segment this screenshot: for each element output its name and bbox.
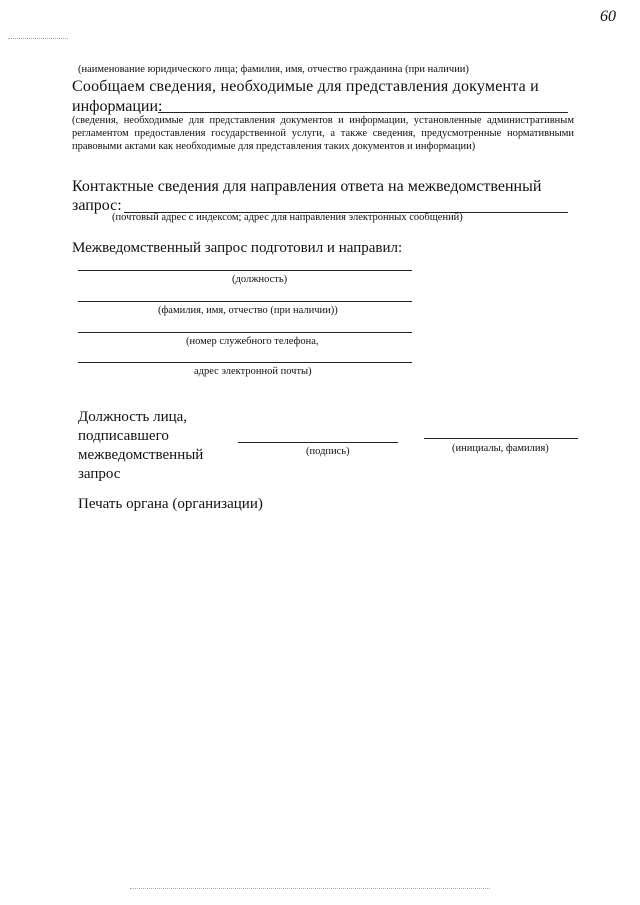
contact-label: запрос: <box>72 197 122 214</box>
fullname-line <box>78 301 412 302</box>
phone-line <box>78 332 412 333</box>
signer-label-line: межведомственный <box>78 447 204 463</box>
email-caption: адрес электронной почты) <box>194 366 312 377</box>
position-line <box>78 270 412 271</box>
signer-label-line: запрос <box>78 466 121 482</box>
signer-label-line: подписавшего <box>78 428 169 444</box>
contact-caption: (почтовый адрес с индексом; адрес для направления электронных сообщений) <box>112 212 463 223</box>
email-line <box>78 362 412 363</box>
request-info-label: информации: <box>72 98 163 115</box>
request-info-fill-line <box>158 112 568 113</box>
contact-line1: Контактные сведения для направления ответа на межведомственный <box>72 178 542 195</box>
page-number: 60 <box>600 8 616 25</box>
signer-label-line: Должность лица, <box>78 409 188 425</box>
header-caption: (наименование юридического лица; фамилия, имя, отчество гражданина (при наличии) <box>78 64 469 75</box>
scan-mark <box>8 38 68 39</box>
scan-mark <box>130 888 490 889</box>
signer-label <box>78 408 203 484</box>
request-info-line1: Сообщаем сведения, необходимые для представления документа и <box>72 78 539 95</box>
signature-caption: (подпись) <box>306 446 350 457</box>
request-info-caption: (сведения, необходимые для представления документов и информации, установленные административным регламентом предоставления государственной услуги, а также сведения, предусмотренные нормативными правовыми актами как необходимые для представления таких документов и информации) <box>72 115 574 152</box>
phone-caption: (номер служебного телефона, <box>186 336 319 347</box>
prepared-by-title: Межведомственный запрос подготовил и направил: <box>72 240 403 256</box>
fullname-caption: (фамилия, имя, отчество (при наличии)) <box>158 305 338 316</box>
signature-line <box>238 442 398 443</box>
initials-caption: (инициалы, фамилия) <box>452 443 549 454</box>
initials-line <box>424 438 578 439</box>
position-caption: (должность) <box>232 274 288 285</box>
seal-label: Печать органа (организации) <box>78 496 263 512</box>
